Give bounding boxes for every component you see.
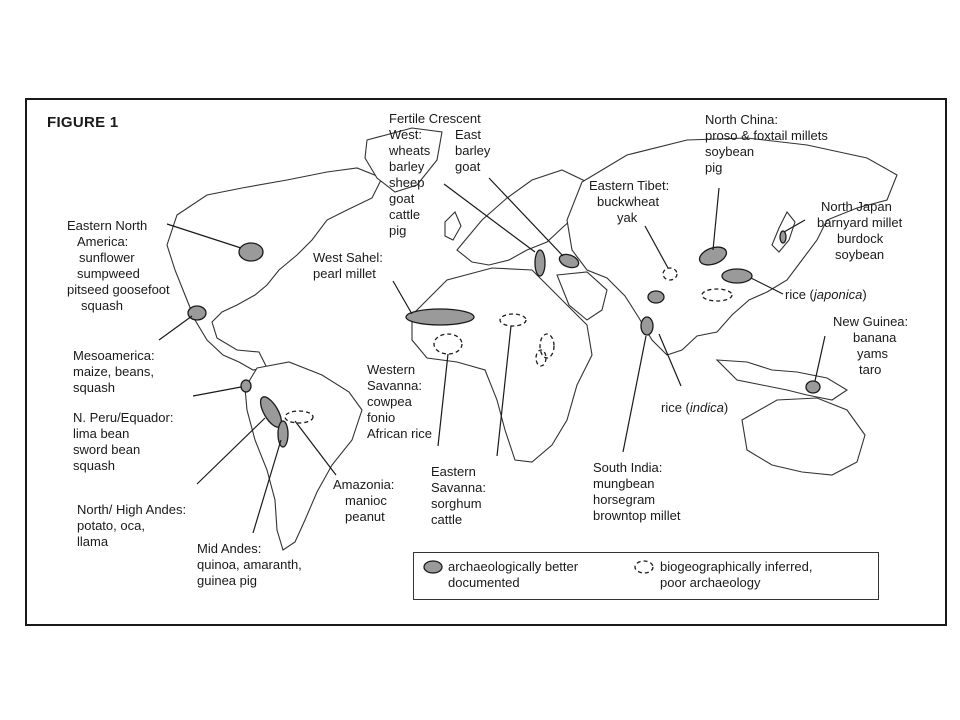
label-line: squash: [73, 380, 115, 395]
center-north-japan: [780, 231, 786, 243]
label-line: soybean: [705, 144, 755, 159]
label-line: peanut: [345, 509, 385, 524]
center-eastern-tibet-area: [648, 291, 664, 303]
label-eastern-tibet: [589, 178, 669, 226]
label-north-china: [705, 112, 828, 176]
label-italic: japonica: [813, 287, 863, 302]
label-text: ): [862, 287, 867, 302]
label-line: soybean: [835, 247, 885, 262]
center-north-peru: [241, 380, 251, 392]
label-line: maize, beans,: [73, 364, 154, 379]
label-fertile-crescent-west: [389, 127, 430, 239]
label-line: llama: [77, 534, 109, 549]
label-line: horsegram: [593, 492, 656, 507]
label-line: North Japan: [821, 199, 892, 214]
label-line: West Sahel:: [313, 250, 383, 265]
label-line: buckwheat: [597, 194, 660, 209]
label-line: quinoa, amaranth,: [197, 557, 302, 572]
label-line: sword bean: [73, 442, 141, 457]
label-line: pearl millet: [313, 266, 376, 281]
label-new-guinea: [833, 314, 908, 378]
label-mid-andes: [197, 541, 302, 589]
label-text: rice (: [661, 400, 690, 415]
label-italic: indica: [689, 400, 724, 415]
label-line: Eastern: [431, 464, 476, 479]
label-amazonia: [333, 477, 394, 525]
label-line: Western: [367, 362, 416, 377]
label-line: wheats: [389, 143, 431, 158]
label-line: pig: [389, 223, 407, 238]
label-north-peru: [73, 410, 173, 474]
label-line: Savanna:: [431, 480, 486, 495]
label-mesoamerica: [73, 348, 155, 396]
label-north-high-andes: [77, 502, 186, 550]
label-west-sahel: [313, 250, 383, 282]
label-line: banana: [853, 330, 897, 345]
label-eastern-savanna: [431, 464, 486, 528]
label-line: North China:: [705, 112, 778, 127]
label-fertile-crescent: [389, 111, 481, 127]
australia-outline: [742, 398, 865, 475]
label-line: sheep: [389, 175, 425, 190]
label-fertile-crescent-east: [455, 127, 490, 175]
label-line: cowpea: [367, 394, 412, 409]
legend: [413, 552, 879, 600]
label-line: yams: [857, 346, 889, 361]
label-line: pig: [705, 160, 723, 175]
label-line: yak: [617, 210, 638, 225]
label-eastern-north-america: [67, 218, 170, 314]
label-line: African rice: [367, 426, 433, 441]
label-line: sunflower: [79, 250, 135, 265]
center-new-guinea: [806, 381, 820, 393]
label-line: browntop millet: [593, 508, 681, 523]
center-south-india: [641, 317, 653, 335]
label-line: lima bean: [73, 426, 130, 441]
center-fertile-crescent-west: [535, 250, 545, 276]
center-mesoamerica: [188, 306, 206, 320]
label-western-savanna: [367, 362, 432, 442]
label-text: ): [723, 400, 729, 415]
label-line: taro: [859, 362, 882, 377]
center-west-sahel: [406, 309, 474, 325]
label-line: Fertile Crescent: [389, 111, 481, 126]
label-line: East: [455, 127, 482, 142]
label-line: manioc: [345, 493, 387, 508]
southeast-asia-islands-outline: [717, 360, 847, 400]
label-line: archaeologically better: [448, 559, 579, 574]
label-line: burdock: [837, 231, 884, 246]
label-line: proso & foxtail millets: [705, 128, 828, 143]
label-text: rice (: [785, 287, 814, 302]
label-line: North/ High Andes:: [77, 502, 187, 517]
label-line: cattle: [389, 207, 421, 222]
label-line: biogeographically inferred,: [660, 559, 813, 574]
center-rice-japonica: [722, 269, 752, 283]
label-line: West:: [389, 127, 422, 142]
label-line: squash: [73, 458, 115, 473]
label-line: potato, oca,: [77, 518, 145, 533]
label-line: South India:: [593, 460, 663, 475]
label-line: goat: [455, 159, 481, 174]
label-line: barley: [455, 143, 491, 158]
label-north-japan: [817, 199, 902, 263]
label-line: Mid Andes:: [197, 541, 262, 556]
center-eastern-north-america: [239, 243, 263, 261]
label-line: sumpweed: [77, 266, 140, 281]
label-line: pitseed goosefoot: [67, 282, 170, 297]
label-rice-japonica: [785, 287, 867, 303]
british-isles-outline: [445, 212, 461, 240]
label-line: America:: [77, 234, 129, 249]
label-rice-indica: [661, 400, 728, 416]
label-south-india: [593, 460, 680, 524]
label-line: fonio: [367, 410, 396, 425]
label-line: goat: [389, 191, 415, 206]
label-line: N. Peru/Equador:: [73, 410, 174, 425]
figure-title: FIGURE 1: [47, 114, 119, 131]
legend-dashed-label: [660, 559, 812, 591]
label-line: guinea pig: [197, 573, 257, 588]
label-line: barnyard millet: [817, 215, 903, 230]
label-line: Eastern Tibet:: [589, 178, 670, 193]
label-line: sorghum: [431, 496, 482, 511]
label-line: cattle: [431, 512, 463, 527]
label-line: Mesoamerica:: [73, 348, 155, 363]
label-line: poor archaeology: [660, 575, 761, 590]
label-line: squash: [81, 298, 123, 313]
label-line: Savanna:: [367, 378, 422, 393]
continent-outlines: [167, 128, 897, 550]
label-line: New Guinea:: [833, 314, 909, 329]
figure-frame: [25, 98, 947, 626]
legend-solid-label: [448, 559, 578, 591]
label-line: barley: [389, 159, 425, 174]
label-line: Eastern North: [67, 218, 148, 233]
label-line: Amazonia:: [333, 477, 395, 492]
label-line: documented: [448, 575, 520, 590]
label-line: mungbean: [593, 476, 655, 491]
